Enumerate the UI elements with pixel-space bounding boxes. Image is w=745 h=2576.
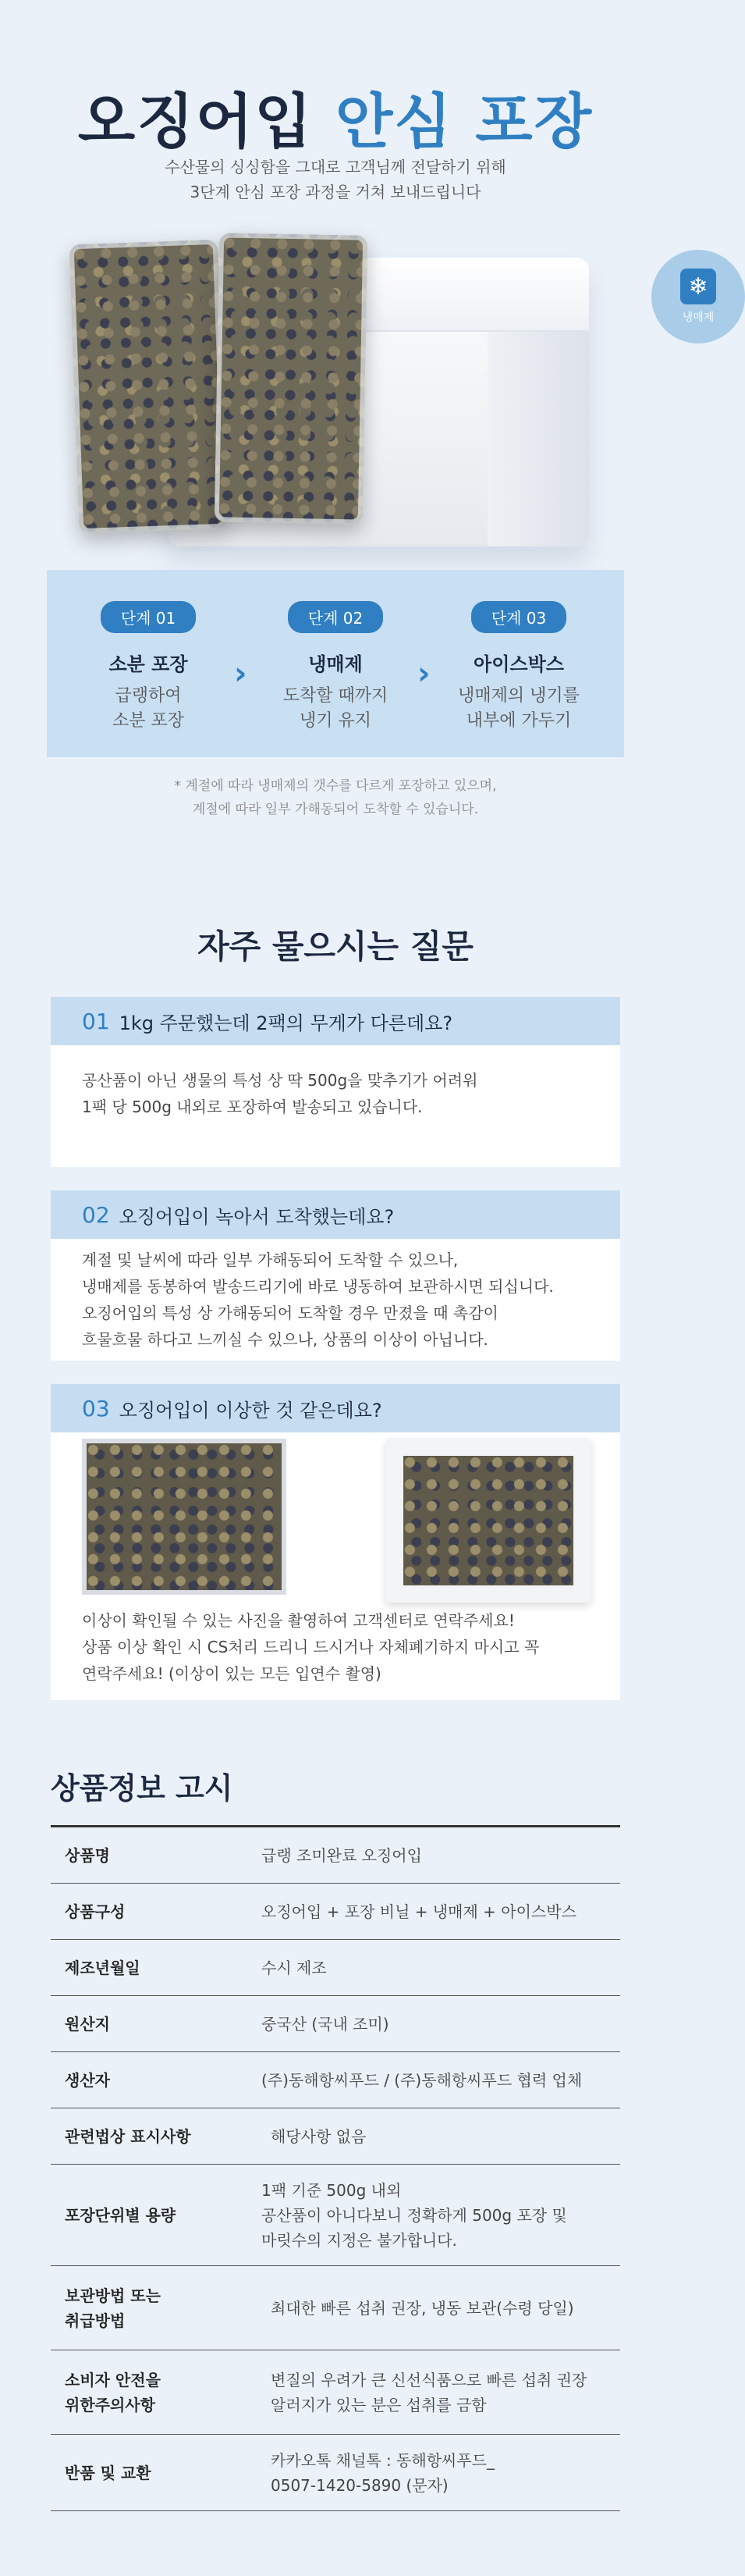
notice-line: 계절에 따라 일부 가해동되어 도착할 수 있습니다. — [192, 802, 479, 817]
faq-question — [51, 1190, 620, 1239]
row-label: 상품명 — [65, 1845, 110, 1865]
step-badge: 단계 01 — [101, 601, 196, 633]
faq-item — [51, 997, 620, 1167]
subtitle-line: 수산물의 싱싱함을 그대로 고객님께 전달하기 위해 — [165, 158, 506, 176]
faq-question-text: 오징어입이 녹아서 도착했는데요? — [119, 1205, 395, 1228]
step-desc-line: 소분 포장 — [112, 711, 184, 731]
faq-answer-line: 냉매제를 동봉하여 발송드리기에 바로 냉동하여 보관하시면 되십니다. — [82, 1277, 554, 1296]
table-row — [51, 2052, 620, 2108]
row-value: 해당사항 없음 — [271, 2126, 367, 2146]
table-row — [51, 2165, 620, 2266]
faq-number: 03 — [82, 1395, 110, 1421]
faq-answer-line: 흐물흐물 하다고 느끼실 수 있으나, 상품의 이상이 아닙니다. — [82, 1330, 488, 1349]
ice-pack-badge — [651, 250, 745, 343]
row-label: 생산자 — [65, 2070, 110, 2090]
faq-answer-line: 1팩 당 500g 내외로 포장하여 발송되고 있습니다. — [82, 1098, 423, 1116]
row-label: 소비자 안전을 위한주의사항 — [65, 2370, 161, 2414]
faq-question — [51, 1384, 620, 1432]
row-value: 중국산 (국내 조미) — [261, 2014, 389, 2033]
faq-photos — [82, 1439, 589, 1603]
faq-answer-line: 공산품이 아닌 생물의 특성 상 딱 500g을 맞추기가 어려워 — [82, 1071, 478, 1090]
faq-question-text: 1kg 주문했는데 2팩의 무게가 다른데요? — [119, 1012, 453, 1034]
faq-item — [51, 1384, 620, 1700]
table-row — [51, 1827, 620, 1884]
faq-question-text: 오징어입이 이상한 것 같은데요? — [119, 1399, 382, 1421]
step-desc — [441, 684, 597, 734]
chevron-right-icon: › — [417, 656, 431, 692]
row-label: 원산지 — [65, 2014, 110, 2033]
row-value: 1팩 기준 500g 내외 공산품이 아니다보니 정확하게 500g 포장 및 마릿수의 지정은 불가합니다. — [261, 2180, 567, 2250]
table-row — [51, 1996, 620, 2052]
product-in-box-photo — [386, 1439, 591, 1603]
row-value: (주)동해항씨푸드 / (주)동해항씨푸드 협력 업체 — [261, 2070, 583, 2090]
row-label: 보관방법 또는 취급방법 — [65, 2286, 161, 2330]
product-info-table — [51, 1825, 620, 2511]
row-value: 변질의 우려가 큰 신선식품으로 빠른 섭취 권장 알러지가 있는 분은 섭취를 금함 — [271, 2370, 587, 2414]
faq-answer — [51, 1603, 620, 1709]
step-2 — [257, 601, 413, 734]
row-value: 카카오톡 채널톡 : 동해항씨푸드_ 0507-1420-5890 (문자) — [271, 2450, 495, 2495]
faq-answer — [51, 1045, 620, 1142]
icebox-side — [488, 332, 589, 546]
faq-item — [51, 1190, 620, 1361]
product-image — [0, 234, 715, 554]
step-title: 냉매제 — [308, 653, 363, 675]
faq-answer — [51, 1239, 620, 1375]
faq-answer-line: 계절 및 날씨에 따라 일부 가해동되어 도착할 수 있으나, — [82, 1251, 459, 1269]
faq-title: 자주 물으시는 질문 — [197, 927, 474, 966]
page-title — [0, 74, 671, 159]
subtitle-line: 3단계 안심 포장 과정을 거쳐 보내드립니다 — [190, 183, 481, 201]
row-value: 오징어입 + 포장 비닐 + 냉매제 + 아이스박스 — [261, 1902, 576, 1921]
step-desc-line: 내부에 가두기 — [466, 711, 572, 731]
table-row — [51, 2350, 620, 2435]
faq-answer-line: 이상이 확인될 수 있는 사진을 촬영하여 고객센터로 연락주세요! — [82, 1611, 515, 1630]
product-bag-image — [215, 233, 367, 524]
packaging-notice — [0, 774, 671, 821]
row-label: 관련법상 표시사항 — [65, 2126, 191, 2146]
step-badge: 단계 02 — [288, 601, 383, 633]
faq-number: 02 — [82, 1201, 110, 1228]
faq-answer-line: 오징어입의 특성 상 가해동되어 도착할 경우 만졌을 때 촉감이 — [82, 1304, 498, 1322]
table-row — [51, 2266, 620, 2350]
table-row — [51, 2108, 620, 2165]
step-desc-line: 급랭하여 — [115, 686, 182, 706]
title-main: 오징어입 — [77, 87, 335, 156]
faq-number: 01 — [82, 1008, 110, 1034]
faq-answer-line: 연락주세요! (이상이 있는 모든 입연수 촬영) — [82, 1664, 381, 1683]
step-badge: 단계 03 — [471, 601, 566, 633]
chevron-right-icon: › — [234, 656, 247, 692]
row-value: 최대한 빠른 섭취 권장, 냉동 보관(수령 당일) — [271, 2298, 574, 2318]
step-desc-line: 냉매제의 냉기를 — [458, 686, 580, 706]
step-3 — [441, 601, 597, 734]
packaging-steps — [47, 570, 624, 757]
table-row — [51, 1884, 620, 1940]
faq-answer-line: 상품 이상 확인 시 CS처리 드리니 드시거나 자체폐기하지 마시고 꼭 — [82, 1638, 540, 1656]
ice-pack-label: 냉매제 — [682, 311, 715, 324]
row-label: 포장단위별 용량 — [65, 2205, 176, 2225]
title-accent: 안심 포장 — [335, 87, 594, 156]
table-row — [51, 2435, 620, 2511]
faq-question — [51, 997, 620, 1045]
step-desc — [70, 684, 226, 734]
row-label: 반품 및 교환 — [65, 2463, 151, 2482]
product-photo — [82, 1439, 286, 1595]
hero-subtitle — [0, 155, 671, 205]
product-info-title: 상품정보 고시 — [51, 1771, 233, 1806]
table-row — [51, 1940, 620, 1996]
step-title: 소분 포장 — [108, 653, 188, 675]
step-desc — [257, 684, 413, 734]
row-label: 상품구성 — [65, 1902, 126, 1921]
step-desc-line: 냉기 유지 — [299, 711, 371, 731]
snowflake-icon: ❄ — [680, 269, 716, 304]
product-bag-image — [69, 240, 228, 533]
row-value: 급랭 조미완료 오징어입 — [261, 1845, 422, 1865]
step-1 — [70, 601, 226, 734]
row-label: 제조년월일 — [65, 1958, 140, 1977]
notice-line: * 계절에 따라 냉매제의 갯수를 다르게 포장하고 있으며, — [174, 778, 497, 794]
row-value: 수시 제조 — [261, 1958, 327, 1977]
step-desc-line: 도착할 때까지 — [282, 686, 388, 706]
step-title: 아이스박스 — [474, 653, 564, 675]
